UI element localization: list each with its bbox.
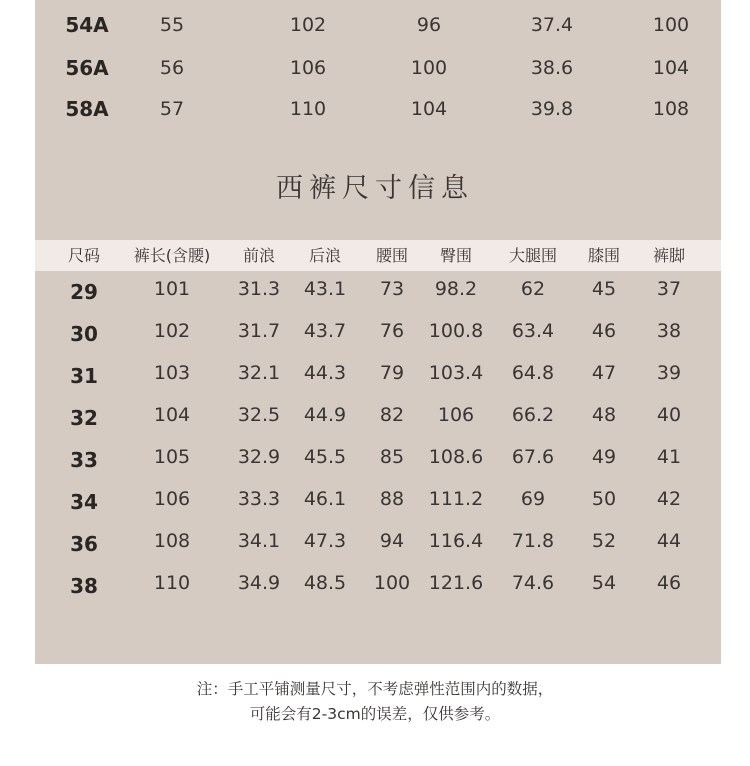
jacket-value-cell: 96 [416,14,442,36]
pants-value-cell: 106 [437,404,475,426]
pants-row [0,436,750,478]
pants-header-cell: 裤脚 [652,246,686,265]
pants-value-cell: 101 [153,278,191,300]
jacket-value-cell: 102 [289,14,327,36]
pants-value-cell: 42 [656,488,682,510]
pants-value-cell: 104 [153,404,191,426]
pants-size-cell: 29 [70,280,98,304]
pants-value-cell: 46 [591,320,617,342]
jacket-row [0,4,750,46]
pants-header-cell: 臀围 [439,246,473,265]
pants-header-cell: 大腿围 [508,246,558,265]
pants-value-cell: 73 [379,278,405,300]
pants-value-cell: 50 [591,488,617,510]
pants-header-cell: 尺码 [67,246,101,265]
jacket-value-cell: 110 [289,98,327,120]
pants-value-cell: 82 [379,404,405,426]
pants-value-cell: 67.6 [511,446,555,468]
pants-value-cell: 31.7 [237,320,281,342]
pants-value-cell: 88 [379,488,405,510]
jacket-value-cell: 39.8 [530,98,574,120]
pants-size-cell: 30 [70,322,98,346]
pants-size-title: 西裤尺寸信息 [276,173,474,204]
pants-value-cell: 47.3 [303,530,347,552]
pants-value-cell: 116.4 [428,530,484,552]
pants-value-cell: 54 [591,572,617,594]
pants-value-cell: 46 [656,572,682,594]
pants-value-cell: 32.9 [237,446,281,468]
pants-value-cell: 40 [656,404,682,426]
pants-value-cell: 43.1 [303,278,347,300]
jacket-value-cell: 38.6 [530,57,574,79]
jacket-value-cell: 100 [652,14,690,36]
pants-row [0,562,750,604]
pants-value-cell: 45 [591,278,617,300]
pants-value-cell: 108.6 [428,446,484,468]
pants-value-cell: 48.5 [303,572,347,594]
pants-value-cell: 76 [379,320,405,342]
pants-value-cell: 37 [656,278,682,300]
pants-row [0,394,750,436]
jacket-value-cell: 37.4 [530,14,574,36]
jacket-value-cell: 104 [652,57,690,79]
pants-value-cell: 45.5 [303,446,347,468]
pants-value-cell: 47 [591,362,617,384]
jacket-value-cell: 108 [652,98,690,120]
pants-value-cell: 39 [656,362,682,384]
pants-value-cell: 108 [153,530,191,552]
pants-value-cell: 100.8 [428,320,484,342]
pants-value-cell: 69 [520,488,546,510]
pants-value-cell: 48 [591,404,617,426]
pants-value-cell: 71.8 [511,530,555,552]
pants-value-cell: 111.2 [428,488,484,510]
pants-value-cell: 74.6 [511,572,555,594]
pants-value-cell: 34.9 [237,572,281,594]
pants-row [0,268,750,310]
pants-size-cell: 32 [70,406,98,430]
pants-value-cell: 46.1 [303,488,347,510]
pants-value-cell: 106 [153,488,191,510]
pants-value-cell: 43.7 [303,320,347,342]
pants-value-cell: 32.1 [237,362,281,384]
pants-header-cell: 裤长(含腰) [133,246,211,265]
jacket-row [0,47,750,89]
pants-row [0,310,750,352]
pants-value-cell: 49 [591,446,617,468]
pants-value-cell: 66.2 [511,404,555,426]
pants-value-cell: 110 [153,572,191,594]
jacket-value-cell: 100 [410,57,448,79]
pants-value-cell: 63.4 [511,320,555,342]
pants-value-cell: 38 [656,320,682,342]
jacket-size-cell: 54A [65,13,109,37]
pants-header-cell: 后浪 [308,246,342,265]
pants-value-cell: 52 [591,530,617,552]
pants-size-cell: 36 [70,532,98,556]
pants-header-cell: 腰围 [375,246,409,265]
jacket-row [0,88,750,130]
pants-value-cell: 41 [656,446,682,468]
pants-value-cell: 44 [656,530,682,552]
pants-value-cell: 94 [379,530,405,552]
pants-value-cell: 105 [153,446,191,468]
jacket-value-cell: 106 [289,57,327,79]
pants-value-cell: 34.1 [237,530,281,552]
pants-value-cell: 79 [379,362,405,384]
pants-value-cell: 62 [520,278,546,300]
pants-row [0,478,750,520]
pants-value-cell: 64.8 [511,362,555,384]
pants-value-cell: 102 [153,320,191,342]
pants-size-cell: 34 [70,490,98,514]
pants-value-cell: 103.4 [428,362,484,384]
pants-value-cell: 31.3 [237,278,281,300]
pants-value-cell: 44.3 [303,362,347,384]
pants-value-cell: 33.3 [237,488,281,510]
jacket-size-cell: 58A [65,97,109,121]
pants-row [0,352,750,394]
pants-header-cell: 膝围 [587,246,621,265]
jacket-value-cell: 56 [159,57,185,79]
pants-value-cell: 32.5 [237,404,281,426]
note-line-2: 可能会有2-3cm的误差，仅供参考。 [249,705,501,723]
pants-value-cell: 103 [153,362,191,384]
pants-size-cell: 33 [70,448,98,472]
pants-size-cell: 38 [70,574,98,598]
note-line-1: 注：手工平铺测量尺寸，不考虑弹性范围内的数据， [196,680,554,698]
pants-value-cell: 85 [379,446,405,468]
pants-value-cell: 44.9 [303,404,347,426]
pants-value-cell: 98.2 [434,278,478,300]
jacket-size-cell: 56A [65,56,109,80]
pants-value-cell: 121.6 [428,572,484,594]
pants-header-cell: 前浪 [242,246,276,265]
pants-row [0,520,750,562]
jacket-value-cell: 104 [410,98,448,120]
pants-size-cell: 31 [70,364,98,388]
pants-value-cell: 100 [373,572,411,594]
jacket-value-cell: 57 [159,98,185,120]
pants-header-row [0,240,750,271]
jacket-value-cell: 55 [159,14,185,36]
